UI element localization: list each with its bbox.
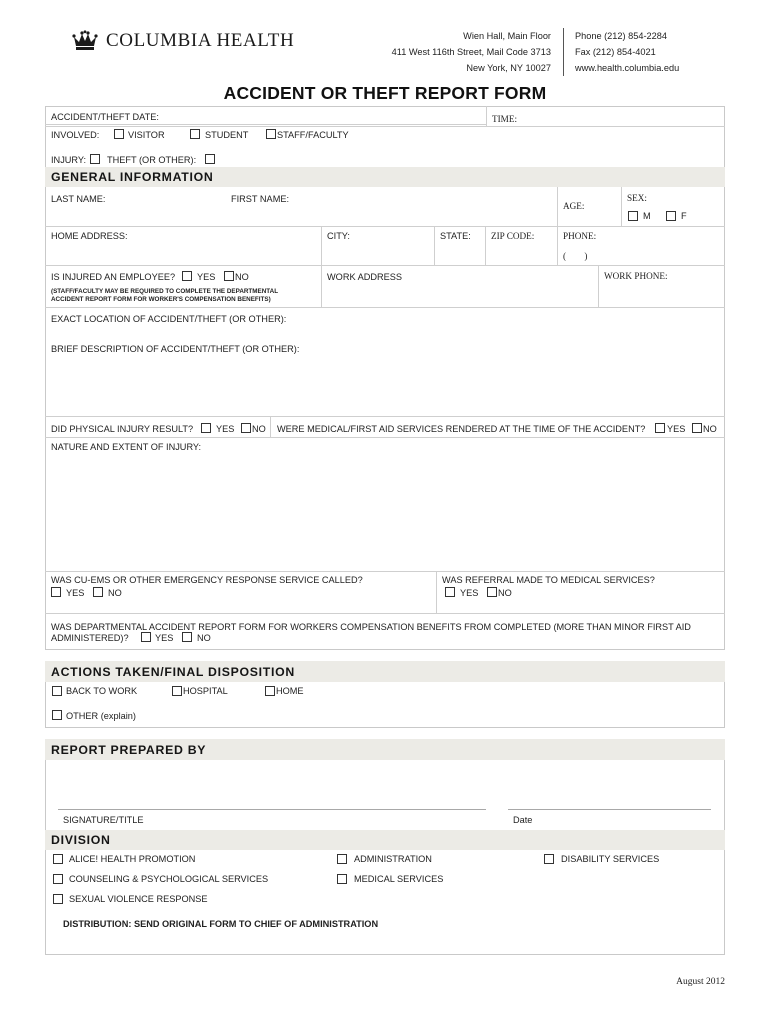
address-line: 411 West 116th Street, Mail Code 3713 [391,47,551,57]
counseling-label: COUNSELING & PSYCHOLOGICAL SERVICES [69,874,269,884]
dept-form-question-line-2: ADMINISTERED)? [51,633,129,643]
theft-label: THEFT (OR OTHER): [107,155,197,165]
divider [485,226,486,266]
medical-services-label: MEDICAL SERVICES [354,874,444,884]
sex-f-checkbox[interactable] [666,211,676,221]
physical-injury-label: DID PHYSICAL INJURY RESULT? [51,424,194,434]
divider [270,416,271,437]
divider [557,187,558,227]
city-label: CITY: [327,231,350,241]
sexual-violence-response-label: SEXUAL VIOLENCE RESPONSE [69,894,208,904]
form-title: ACCIDENT OR THEFT REPORT FORM [223,83,547,103]
ems-yes-checkbox[interactable] [51,587,61,597]
referral-label: WAS REFERRAL MADE TO MEDICAL SERVICES? [442,575,655,585]
staff-faculty-label: STAFF/FACULTY [277,130,349,140]
report-heading: REPORT PREPARED BY [51,742,207,757]
administration-checkbox[interactable] [337,854,347,864]
referral-yes-label: YES [460,588,479,598]
home-checkbox[interactable] [265,686,275,696]
brief-description-label: BRIEF DESCRIPTION OF ACCIDENT/THEFT (OR OTHER): [51,344,300,354]
divider [45,416,725,417]
counseling-checkbox[interactable] [53,874,63,884]
medical-no-checkbox[interactable] [692,423,702,433]
actions-header [45,661,725,682]
website-link[interactable]: www.health.columbia.edu [575,63,680,73]
back-to-work-label: BACK TO WORK [66,686,138,696]
zip-code-label: ZIP CODE: [491,231,535,241]
address-line: New York, NY 10027 [466,63,551,73]
divider [45,265,725,266]
contact-block [575,28,745,76]
injury-yes-label: YES [216,424,235,434]
visitor-checkbox[interactable] [114,129,124,139]
phone-area-code: ( ) [563,251,588,261]
sex-f-label: F [681,211,687,221]
first-name-label: FIRST NAME: [231,194,290,204]
fax-line: Fax (212) 854-4021 [575,47,656,57]
state-label: STATE: [440,231,471,241]
hospital-label: HOSPITAL [183,686,228,696]
staff-note-line-1: (STAFF/FACULTY MAY BE REQUIRED TO COMPLETE THE DEPARTMENTAL [51,288,279,295]
student-checkbox[interactable] [190,129,200,139]
distribution-note: DISTRIBUTION: SEND ORIGINAL FORM TO CHIEF OF ADMINISTRATION [63,919,379,929]
home-address-label: HOME ADDRESS: [51,231,128,241]
dept-form-yes-checkbox[interactable] [141,632,151,642]
general-information-header [45,167,725,187]
report-header [45,739,725,760]
medical-services-rendered-label: WERE MEDICAL/FIRST AID SERVICES RENDERED AT THE TIME OF THE ACCIDENT? [277,424,646,434]
time-label: TIME: [492,114,518,124]
header-divider [563,28,564,76]
division-header [45,830,725,850]
injury-no-label: NO [252,424,266,434]
revision-date: August 2012 [676,977,725,987]
dept-form-question-line-1: WAS DEPARTMENTAL ACCIDENT REPORT FORM FOR WORKERS COMPENSATION BENEFITS FROM COMPLETED (MORE THAN MINOR FIRST AID [51,622,691,632]
signature-title-label: SIGNATURE/TITLE [63,815,144,825]
ems-no-checkbox[interactable] [93,587,103,597]
medical-yes-label: YES [667,424,686,434]
employee-yes-label: YES [197,272,216,282]
divider [434,226,435,266]
divider [45,307,725,308]
disability-services-label: DISABILITY SERVICES [561,854,660,864]
phone-line: Phone (212) 854-2284 [575,31,667,41]
divider [621,187,622,227]
divider [45,437,725,438]
other-label: OTHER (explain) [66,711,136,721]
divider [321,226,322,307]
other-checkbox[interactable] [52,710,62,720]
alice-health-promotion-checkbox[interactable] [53,854,63,864]
division-heading: DIVISION [51,833,111,847]
referral-no-label: NO [498,588,512,598]
actions-heading: ACTIONS TAKEN/FINAL DISPOSITION [51,664,295,679]
student-label: STUDENT [205,130,249,140]
ems-no-label: NO [108,588,122,598]
ems-yes-label: YES [66,588,85,598]
employee-yes-checkbox[interactable] [182,271,192,281]
age-label: AGE: [563,201,585,211]
phone-label: PHONE: [563,231,597,241]
divider [486,106,487,126]
theft-checkbox[interactable] [205,154,215,164]
work-phone-label: WORK PHONE: [604,271,668,281]
divider [557,226,558,266]
sex-m-label: M [643,211,651,221]
sexual-violence-response-checkbox[interactable] [53,894,63,904]
accident-date-label: ACCIDENT/THEFT DATE: [51,112,159,122]
divider [598,265,599,307]
date-line[interactable] [508,809,711,810]
employee-no-checkbox[interactable] [224,271,234,281]
sex-label: SEX: [627,193,647,203]
nature-extent-label: NATURE AND EXTENT OF INJURY: [51,442,202,452]
divider [45,226,725,227]
injury-label: INJURY: [51,155,87,165]
visitor-label: VISITOR [128,130,165,140]
crown-icon [72,30,98,52]
divider [45,126,725,127]
disability-services-checkbox[interactable] [544,854,554,864]
signature-line[interactable] [58,809,486,810]
address-line: Wien Hall, Main Floor [463,31,551,41]
medical-yes-checkbox[interactable] [655,423,665,433]
hospital-checkbox[interactable] [172,686,182,696]
medical-services-checkbox[interactable] [337,874,347,884]
main-form-frame [45,106,725,650]
columbia-health-logo [72,30,294,52]
employee-no-label: NO [235,272,249,282]
divider [436,571,437,613]
dept-form-no-checkbox[interactable] [182,632,192,642]
cu-ems-label: WAS CU-EMS OR OTHER EMERGENCY RESPONSE SERVICE CALLED? [51,575,363,585]
injury-checkbox[interactable] [90,154,100,164]
staff-note-line-2: ACCIDENT REPORT FORM FOR WORKER'S COMPENSATION BENEFITS) [51,296,271,303]
divider [45,124,487,125]
date-label: Date [513,815,533,825]
administration-label: ADMINISTRATION [354,854,432,864]
alice-health-promotion-label: ALICE! HEALTH PROMOTION [69,854,196,864]
referral-yes-checkbox[interactable] [445,587,455,597]
divider [45,613,725,614]
general-information-heading: GENERAL INFORMATION [51,170,214,184]
divider [45,571,725,572]
staff-faculty-checkbox[interactable] [266,129,276,139]
sex-m-checkbox[interactable] [628,211,638,221]
work-address-label: WORK ADDRESS [327,272,403,282]
dept-form-yes-label: YES [155,633,174,643]
last-name-label: LAST NAME: [51,194,106,204]
exact-location-label: EXACT LOCATION OF ACCIDENT/THEFT (OR OTHER): [51,314,287,324]
medical-no-label: NO [703,424,717,434]
injury-yes-checkbox[interactable] [201,423,211,433]
dept-form-no-label: NO [197,633,211,643]
home-label: HOME [276,686,304,696]
referral-no-checkbox[interactable] [487,587,497,597]
brand-name: COLUMBIA HEALTH [106,30,295,51]
address-block [381,28,551,76]
injury-no-checkbox[interactable] [241,423,251,433]
back-to-work-checkbox[interactable] [52,686,62,696]
injured-employee-label: IS INJURED AN EMPLOYEE? [51,272,176,282]
involved-label: INVOLVED: [51,130,100,140]
